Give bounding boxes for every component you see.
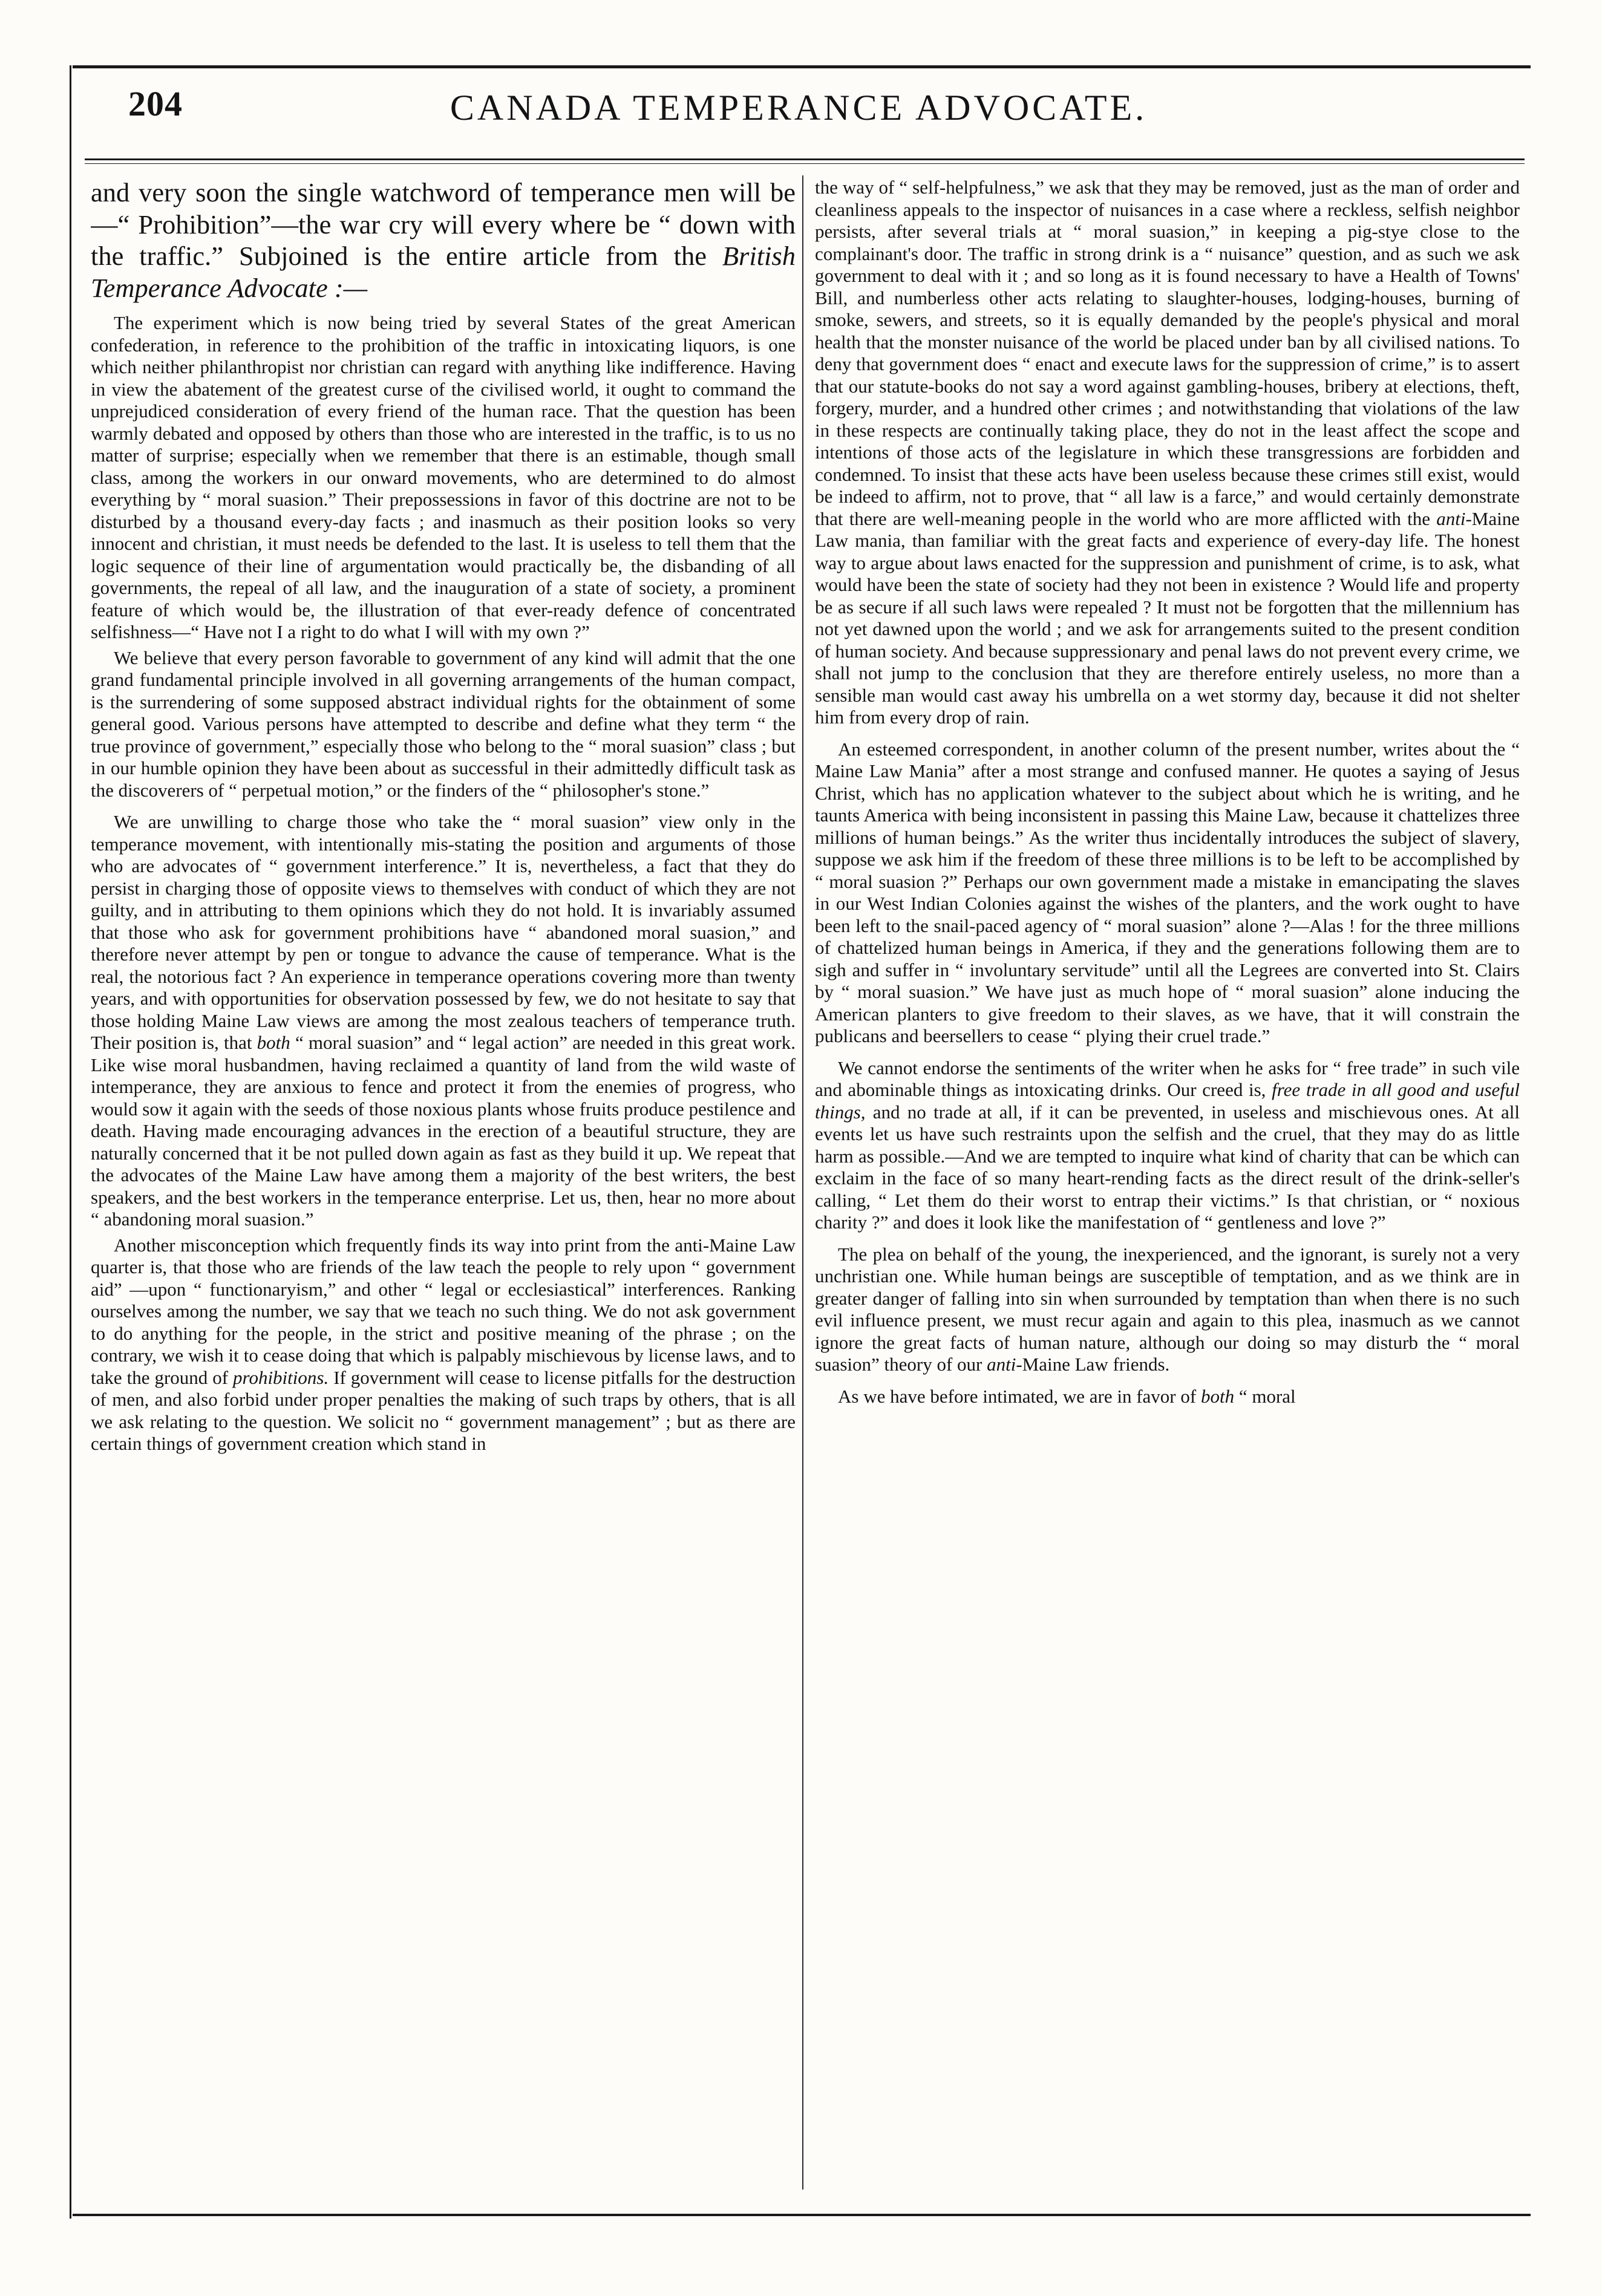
emphasis-text: both	[1200, 1385, 1235, 1407]
bottom-border-rule	[73, 2214, 1531, 2216]
paragraph-text: “ moral suasion” and “ legal action” are needed in this great work. Like wise moral husbandmen, having reclaimed a quantity of land from the wild waste of intemperance, they are anxious to fence and protect it from the enemies of progress, who would sow it again with the seeds of those noxious plants whose fruits produce pestilence and death. Having made encouraging advances in the erection of a beautiful structure, they are naturally concerned that it be not pulled down again as fast as they build it up. We repeat that the advocates of the Maine Law have among them a majority of the best writers, the best speakers, and the best workers in the temperance enterprise. Let us, then, hear no more about “ abandoning moral suasion.”	[91, 1032, 796, 1230]
lead-source-title: British Temperance Advocate :—	[91, 241, 796, 303]
paragraph-text: The plea on behalf of the young, the inexperienced, and the ignorant, is surely not a very unchristian one. While human beings are susceptible of temptation, and as we think are in greater danger of falling into sin when surrounded by temptation than when there is no such evil influence present, we must recur again and again to this plea, inasmuch as we cannot ignore the great facts of human nature, although our doing so may disturb the “ moral suasion” theory of our	[815, 1243, 1520, 1375]
paragraph-text: the way of “ self-helpfulness,” we ask that they may be removed, just as the man of order and cleanliness appeals to the inspector of nuisances in a case where a reckless, selfish neighbor persists, after several trials at “ moral suasion,” in keeping a pig-stye close to the complainant's door. The traffic in strong drink is a “ nuisance” question, and as such we ask government to deal with it ; and so long as it is found necessary to have a Health of Towns' Bill, and numberless other acts relating to slaughter-houses, lodging-houses, burning of smoke, sewers, and streets, so it is equally demanded by the people's physical and moral health that the monster nuisance of the world be placed under ban by all civilised nations. To deny that government does “ enact and execute laws for the suppression of crime,” is to assert that our statute-books do not say a word against gambling-houses, bribery at elections, theft, forgery, murder, and a hundred other crimes ; and notwithstanding that violations of the law in these respects are continually taking place, they do not in the least affect the scope and intentions of those acts of the legislature in which these transgressions are forbidden and condemned. To insist that these acts have been useless because these crimes still exist, would be indeed to affirm, not to prove, that “ all law is a farce,” and would certainly demonstrate that there are well-meaning people in the world who are more afflicted with the	[815, 177, 1520, 529]
emphasis-text: free trade in all good and useful things,	[815, 1079, 1520, 1123]
paragraph-text: As we have before intimated, we are in favor of	[838, 1385, 1197, 1407]
paragraph-text: “ moral	[1238, 1385, 1296, 1407]
article-paragraph	[815, 1057, 1520, 1234]
paragraph-text: and no trade at all, if it can be prevented, in useless and mischievous ones. At all events let us have such restraints upon the selfish and the cruel, that they may do as little harm as possible.—And we are tempted to inquire what kind of charity that can be which can exclaim in the face of so many heart-rending facts as the direct result of the drink-seller's calling, “ Let them do their worst to entrap their victims.” Is that christian, or “ noxious charity ?” and does it look like the manifestation of “ gentleness and love ?”	[815, 1101, 1520, 1233]
paragraph-text: If government will cease to license pitfalls for the destruction of men, and also forbid under proper penalties the making of such traps by others, that is all we ask relating to the question. We solicit no “ government management” ; but as there are certain things of government creation which stand in	[91, 1366, 796, 1454]
page-header	[85, 80, 1512, 146]
article-paragraph: The experiment which is now being tried by several States of the great American confederation, in reference to the prohibition of the traffic in intoxicating liquors, is one which neither philanthropist nor christian can regard with anything like indifference. Having in view the abatement of the greatest curse of the civilised world, it ought to command the unprejudiced consideration of every friend of the human race. That the question has been warmly debated and opposed by others than those who are interested in the traffic, is to us no matter of surprise; especially when we remember that there is an estimable, though small class, among the workers in our onward movements, who are determined to do almost everything by “ moral suasion.” Their prepossessions in favor of this doctrine are not to be disturbed by a thousand every-day facts ; and inasmuch as their position looks so very innocent and christian, it must needs be defended to the last. It is useless to tell them that the logic sequence of their line of argumentation would practically be, the disbanding of all governments, the repeal of all law, and the inauguration of a state of society, a prominent feature of which would be, the illustration of that ever-ready defence of concentrated selfishness—“ Have not I a right to do what I will with my own ?”	[91, 312, 796, 642]
article-paragraph	[91, 811, 796, 1231]
lead-paragraph	[91, 177, 796, 304]
paragraph-text: Maine Law friends.	[1022, 1354, 1170, 1375]
column-divider	[802, 175, 803, 2190]
emphasis-text: both	[257, 1032, 290, 1053]
header-underline-rule-thin	[85, 163, 1525, 164]
article-paragraph	[815, 1386, 1520, 1408]
page-number: 204	[128, 84, 183, 123]
header-underline-rule	[85, 158, 1525, 160]
left-border-rule	[70, 65, 71, 2219]
article-paragraph: An esteemed correspondent, in another column of the present number, writes about the “ Maine Law Mania” after a most strange and confused manner. He quotes a saying of Jesus Christ, which has no application whatever to the subject about which he is writing, and he taunts America with being inconsistent in passing this Maine Law, because it chattelizes three millions of human beings.” As the writer thus incidentally introduces the subject of slavery, suppose we ask him if the freedom of these three millions is to be left to be accomplished by “ moral suasion ?” Perhaps our own government made a mistake in emancipating the slaves in our West Indian Colonies against the wishes of the planters, and the work ought to have been left to the snail-paced agency of “ moral suasion” alone ?—Alas ! for the three millions of chattelized human beings in America, if they and the generations following them are to sigh and suffer in “ involuntary servitude” until all the Legrees are converted into St. Clairs by “ moral suasion.” We have just as much hope of “ moral suasion” alone inducing the American planters to give freedom to their slaves, as we have, that it will constrain the publicans and beersellers to cease “ plying their cruel trade.”	[815, 738, 1520, 1046]
article-body-right	[815, 177, 1520, 1407]
left-column	[91, 177, 796, 2185]
paragraph-text: We are unwilling to charge those who take the “ moral suasion” view only in the temperance movement, with intentionally mis-stating the position and arguments of those who are advocates of “ government interference.” It is, nevertheless, a fact that they do persist in charging those of opposite views to themselves with conduct of which they are not guilty, and in attributing to them opinions which they do not hold. It is invariably assumed that those who ask for government prohibitions have “ abandoned moral suasion,” and therefore never attempt by pen or tongue to advance the cause of temperance. What is the real, the notorious fact ? An experience in temperance operations covering more than twenty years, and with opportunities for observation possessed by few, we do not hesitate to say that those holding Maine Law views are among the most zealous teachers of temperance truth. Their position is, that	[91, 811, 796, 1053]
emphasis-text: anti-	[987, 1354, 1022, 1375]
article-paragraph	[815, 1244, 1520, 1376]
article-paragraph	[91, 1234, 796, 1455]
journal-title: CANADA TEMPERANCE ADVOCATE.	[450, 88, 1148, 128]
emphasis-text: prohibitions.	[233, 1366, 329, 1388]
paragraph-text: Another misconception which frequently finds its way into print from the anti-Maine Law quarter is, that those who are friends of the law teach the people to rely upon “ government aid” —upon “ functionaryism,” and other “ legal or ecclesiastical” interferences. Ranking ourselves among the number, we say that we teach no such thing. We do not ask government to do anything for the people, in the strict and positive meaning of the phrase ; on the contrary, we wish it to cease doing that which is palpably mischievous by license laws, and to take the ground of	[91, 1234, 796, 1388]
paragraph-text: We cannot endorse the sentiments of the writer when he asks for “ free trade” in such vile and abominable things as intoxicating drinks. Our creed is,	[815, 1057, 1520, 1100]
right-column	[815, 177, 1520, 2185]
article-paragraph: We believe that every person favorable to government of any kind will admit that the one grand fundamental principle involved in all governing arrangements of the human compact, is the surrendering of some supposed abstract individual rights for the obtainment of some general good. Various persons have attempted to describe and define what they term “ the true province of government,” especially those who belong to the “ moral suasion” class ; but in our humble opinion they have been about as successful in their admittedly difficult task as the discoverers of “ perpetual motion,” or the finders of the “ philosopher's stone.”	[91, 647, 796, 801]
article-body-left	[91, 312, 796, 1455]
emphasis-text: anti-	[1436, 507, 1472, 529]
top-border-rule	[73, 65, 1531, 68]
paragraph-text: Maine Law mania, than familiar with the great facts and experience of every-day life. The honest way to argue about laws enacted for the suppression and punishment of crime, is to ask, what would have been the state of society had they not been in existence ? Would life and property be as secure if all such laws were repealed ? It must not be forgotten that the millennium has not yet dawned upon the world ; and we ask for arrangements suited to the present condition of human society. And because suppressionary and penal laws do not prevent every crime, we shall not jump to the conclusion that they are therefore entirely useless, no more than a sensible man would cast away his umbrella on a wet stormy day, because it did not shelter him from every drop of rain.	[815, 507, 1520, 728]
article-paragraph	[815, 177, 1520, 729]
lead-text: and very soon the single watchword of temperance men will be—“ Prohibition”—the war cry will every where be “ down with the traffic.” Subjoined is the entire article from the	[91, 177, 796, 271]
